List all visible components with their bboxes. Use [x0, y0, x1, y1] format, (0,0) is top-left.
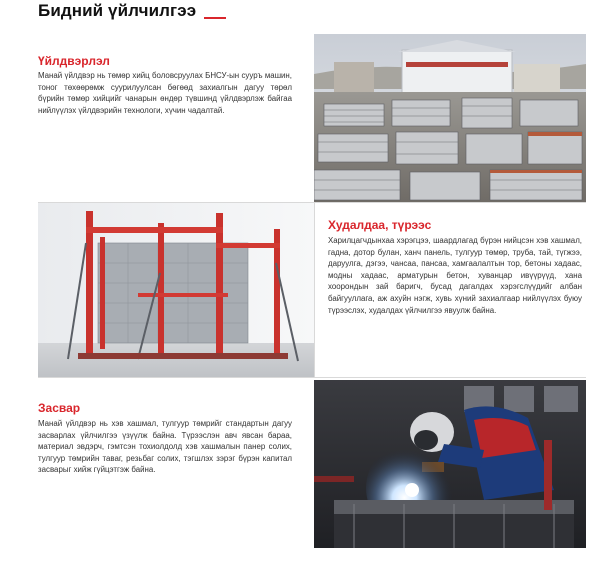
welding-worker-photo [314, 380, 586, 548]
section-heading-trade-rental: Худалдаа, түрээс [328, 218, 432, 232]
section-divider [38, 377, 586, 378]
section-heading-production: Үйлдвэрлэл [38, 54, 110, 68]
section-text-production: Манай үйлдвэр нь төмөр хийц боловсруулах БНСУ-ын сууръ машин, тоног төхөөрөмж суурилуулсан бөгөөд захиалгын дагуу төрөл бүрийн төмөр хийцийг чанарын өндөр түвшинд үйлдвэрлэж байгаа нийлүүлэх үйлдвэрийн технологи, хүчин чадалтай. [38, 71, 292, 115]
page-title: Бидний үйлчилгээ [38, 1, 197, 20]
vertical-divider [314, 203, 315, 377]
formwork-frame-photo [38, 203, 314, 377]
title-accent-line [204, 17, 226, 19]
section-text-repair: Манай үйлдвэр нь хэв хашмал, тулгуур төмрийг стандартын дагуу засварлах үйлчилгээ үзүүлж байна. Түрээслэн авч явсан бараа, материал эвдэрч, гэмтсэн тохиолдолд хэв хашмалын панер солих, тулгуур төмрийн таваг, резьбаг солих, тэгшлэх зэрэг бүрэн капитал засварыг хийж гүйцэтгэж байна. [38, 419, 292, 475]
warehouse-yard-photo [314, 34, 586, 203]
section-text-trade-rental: Харилцагчдынхаа хэрэгцээ, шаардлагад бүрэн нийцсэн хэв хашмал, гадна, дотор булан, ханч панель, тулгуур төмөр, труба, тай, түгжээ, даруулга, дэгээ, чансаа, пансаа, хамгаалалтын тор, бетоны хадаас, модны хадаас, арматурын бетон, хуванцар ивүүрүүд, хана хоорондын зай баригч, бусад дагалдах хэрэгслүүдийг албан байгууллага, аж ахуйн нэгж, хувь хүний захиалгаар нийлүүлэх буюу түрээслэх, худалдах үйлчилгээ явуулж байна. [328, 236, 582, 315]
section-heading-repair: Засвар [38, 401, 81, 415]
